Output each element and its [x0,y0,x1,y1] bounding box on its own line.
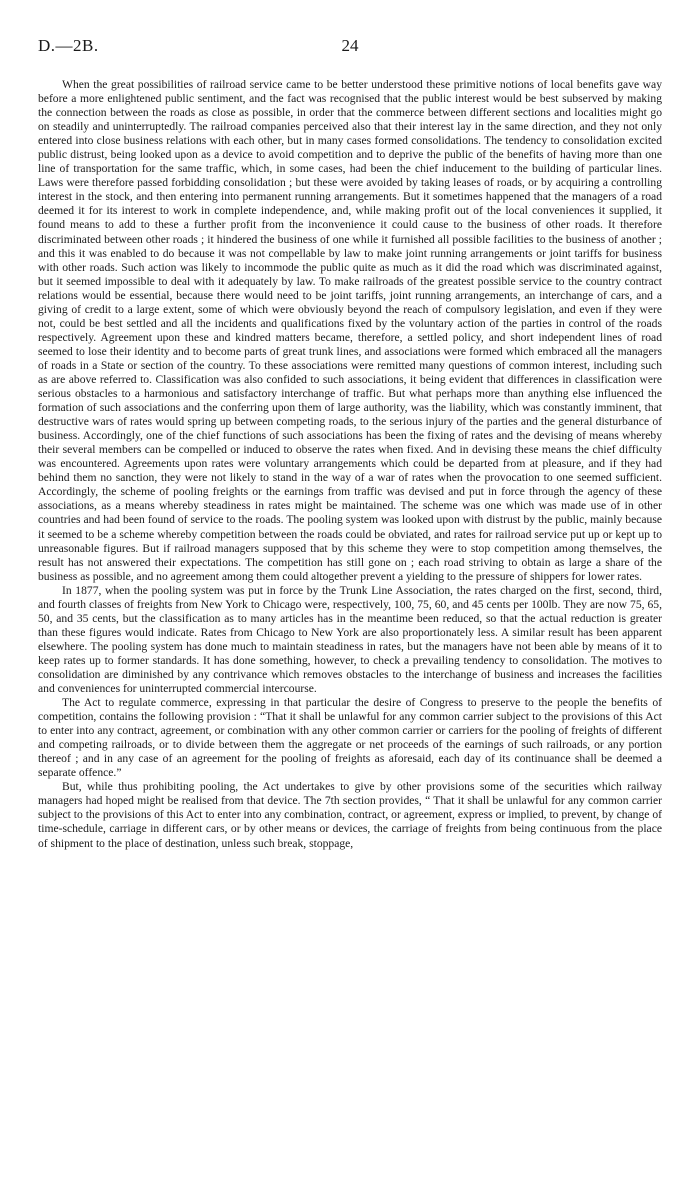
running-header [38,36,662,60]
paragraph: The Act to regulate commerce, expressing in that particular the desire of Congress to preserve to the people the benefits of competition, contains the following provision : “That it shall be unlawful for any common carrier subject to the provisions of this Act to enter into any contract, agreement, or combination with any other common carrier or carriers for the pooling of freights of different and competing railroads, or to divide between them the aggregate or net proceeds of the earnings of such railroads, or any portion thereof ; and in any case of an agreement for the pooling of freights as aforesaid, each day of its continuance shall be deemed a separate offence.” [38,696,662,780]
document-reference: D.—2B. [38,36,99,55]
paragraph: But, while thus prohibiting pooling, the Act undertakes to give by other provisions some of the securities which railway managers had hoped might be realised from that device. The 7th section provides, “ That it shall be unlawful for any common carrier subject to the provisions of this Act to enter into any combination, contract, or agreement, express or implied, to prevent, by change of time-schedule, carriage in different cars, or by other means or devices, the carriage of freights from being continuous from the place of shipment to the place of destination, unless such break, stoppage, [38,780,662,850]
body-text [38,78,662,851]
paragraph: When the great possibilities of railroad service came to be better understood these primitive notions of local benefits gave way before a more enlightened public sentiment, and the fact was recognised that the public interest would be best subserved by making the connection between the roads as close as possible, in order that the commerce between different sections and localities might go on steadily and uninterruptedly. The railroad companies perceived also that their interest lay in the same direction, and they not only entered into close business relations with each other, but in many cases formed consolidations. The tendency to consolidation excited public distrust, being looked upon as a device to avoid competition and to deprive the public of the benefits of having more than one line of transportation for the same traffic, which, in some cases, had been the chief inducement to the building of particular lines. Laws were therefore passed forbidding consolidation ; but these were avoided by taking leases of roads, or by acquiring a controlling interest in the stock, and then entering into permanent running arrangements. But it sometimes happened that the managers of a road deemed it for its interest to work in complete independence, and, while making profit out of the local conveniences it supplied, it found means to add to these a further profit from the inconvenience it could cause to the business of other roads. It therefore discriminated between other roads ; it hindered the business of one while it furnished all possible facilities to the business of another ; and this it was enabled to do because it was not compellable by law to make joint running arrangements or joint tariffs for business with other roads. Such action was likely to incommode the public quite as much as it did the road which was discriminated against, but it seemed impossible to deal with it adequately by law. To make railroads of the greatest possible service to the country contract relations would be essential, because there would need to be joint tariffs, joint running arrangements, an interchange of cars, and a giving of credit to a large extent, some of which were obviously beyond the reach of compulsory legislation, and even if they were not, could be best settled and all the incidents and qualifications fixed by the voluntary action of the parties in control of the roads respectively. Agreement upon these and kindred matters became, therefore, a settled policy, and short independent lines of road seemed to lose their identity and to become parts of great trunk lines, and associations were formed which embraced all the managers of roads in a State or section of the country. To these associations were remitted many questions of common interest, including such as are above referred to. Classification was also confided to such associations, it being evident that differences in classification were serious obstacles to a harmonious and satisfactory interchange of traffic. But what perhaps more than anything else influenced the formation of such associations and the conferring upon them of large authority, was the liability, which was constantly imminent, that destructive wars of rates would spring up between competing roads, to the serious injury of the parties and the general disturbance of business. Accordingly, one of the chief functions of such associations has been the fixing of rates and the devising of means whereby their several members can be compelled or induced to observe the rates when fixed. And in devising these means the chief difficulty was encountered. Agreements upon rates were voluntary arrangements which could be departed from at pleasure, and if they had behind them no sanction, they were not likely to stand in the way of a war of rates when the provocation to one seemed sufficient. Accordingly, the scheme of pooling freights or the earnings from traffic was devised and put in force through the agency of these associations, as a means whereby steadiness in rates might be maintained. The scheme was one which was made use of in other countries and had been found of service to the roads. The pooling system was looked upon with distrust by the public, mainly because it seemed to be a scheme whereby competition between the roads could be obviated, and rates for railroad service put up or kept up to unreasonable figures. But if railroad managers supposed that by this scheme they were to stop competition among themselves, the result has not answered their expectations. The competition has still gone on ; each road striving to obtain as large a share of the business as possible, and no agreement among them could altogether prevent a yielding to the pressure of shippers for lower rates. [38,78,662,583]
page-number: 24 [341,36,359,55]
paragraph: In 1877, when the pooling system was put in force by the Trunk Line Association, the rates charged on the first, second, third, and fourth classes of freights from New York to Chicago were, respectively, 100, 75, 60, and 45 cents per 100lb. They are now 75, 65, 50, and 35 cents, but the classification as to many articles has in the meantime been reduced, so that the actual reduction is greater than these figures would indicate. Rates from Chicago to New York are also proportionately less. A similar result has been apparent elsewhere. The pooling system has done much to maintain steadiness in rates, but the managers have not been able by means of it to keep rates up to former standards. It has done something, however, to check a prevailing tendency to consolidation. The motives to consolidation are diminished by any contrivance which removes obstacles to the interchange of business and increases the facilities and conveniences for uninterrupted commercial intercourse. [38,583,662,696]
